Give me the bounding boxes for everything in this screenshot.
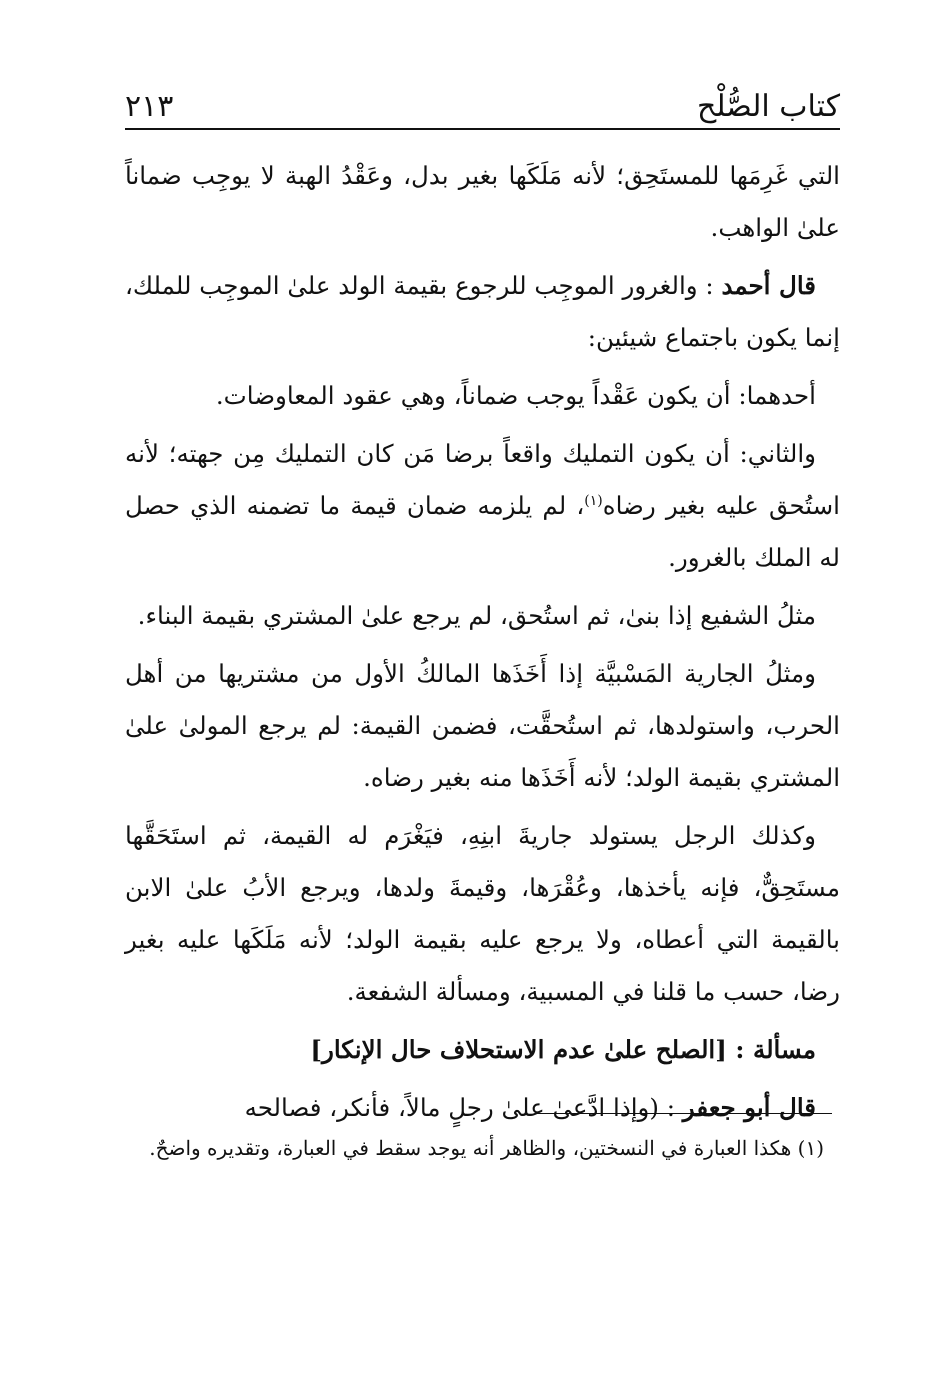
chapter-title: كتاب الصُّلْح bbox=[696, 89, 840, 124]
speaker-label: قال أبو جعفر bbox=[682, 1093, 816, 1122]
paragraph: التي غَرِمَها للمستَحِق؛ لأنه مَلَكَها بغير بدل، وعَقْدُ الهبة لا يوجِب ضماناً علىٰ الواهب. bbox=[125, 161, 840, 242]
paragraph: وكذلك الرجل يستولد جاريةَ ابنِهِ، فيَغْرَم له القيمة، ثم استَحَقَّها مستَحِقٌّ، فإنه يأخذها، وعُقْرَها، وقيمةَ ولدها، ويرجع الأبُ علىٰ الابن بالقيمة التي أعطاه، ولا يرجع عليه بقيمة الولد؛ لأنه مَلَكَها عليه بغير رضا، حسب ما قلنا في المسبية، ومسألة الشفعة. bbox=[125, 821, 840, 1006]
paragraph-text: : والغرور الموجِب للرجوع بقيمة الولد علىٰ الموجِب للملك، إنما يكون باجتماع شيئين: bbox=[125, 271, 840, 352]
paragraph-text: ، لم يلزمه ضمان قيمة ما تضمنه الذي حصل له الملك بالغرور. bbox=[125, 491, 840, 572]
paragraph: ومثلُ الجارية المَسْبيَّة إذا أَخَذَها المالكُ الأول من مشتريها من أهل الحرب، واستولدها، ثم استُحقَّت، فضمن القيمة: لم يرجع المولىٰ علىٰ المشتري بقيمة الولد؛ لأنه أَخَذَها منه بغير رضاه. bbox=[125, 659, 840, 792]
footnote-reference[interactable]: (١) bbox=[584, 492, 603, 509]
paragraph: مثلُ الشفيع إذا بنىٰ، ثم استُحق، لم يرجع علىٰ المشتري بقيمة البناء. bbox=[137, 601, 816, 630]
issue-label: مسألة : bbox=[735, 1035, 816, 1064]
speaker-label: قال أحمد bbox=[721, 271, 816, 300]
running-header bbox=[125, 78, 840, 122]
paragraph-text: والثاني: أن يكون التمليك واقعاً برضا مَن كان التمليك مِن جهته؛ لأنه استُحق عليه بغير رضاه bbox=[125, 439, 840, 520]
main-text bbox=[125, 150, 840, 1140]
footnotes bbox=[125, 1128, 840, 1168]
paragraph: أحدهما: أن يكون عَقْداً يوجب ضماناً، وهي عقود المعاوضات. bbox=[215, 381, 816, 410]
footnote-rule bbox=[537, 1113, 832, 1114]
issue-heading bbox=[125, 1024, 840, 1076]
paragraph bbox=[125, 1082, 840, 1134]
paragraph bbox=[125, 260, 840, 364]
issue-title: [الصلح علىٰ عدم الاستحلاف حال الإنكار] bbox=[310, 1035, 727, 1064]
footnote: (١) هكذا العبارة في النسختين، والظاهر أنه يوجد سقط في العبارة، وتقديره واضحٌ. bbox=[149, 1136, 824, 1160]
page-number: ٢١٣ bbox=[125, 89, 174, 124]
paragraph-text: : (وإذا ادَّعىٰ علىٰ رجلٍ مالاً، فأنكر، فصالحه bbox=[244, 1093, 675, 1122]
header-rule bbox=[125, 128, 840, 130]
paragraph bbox=[125, 428, 840, 584]
